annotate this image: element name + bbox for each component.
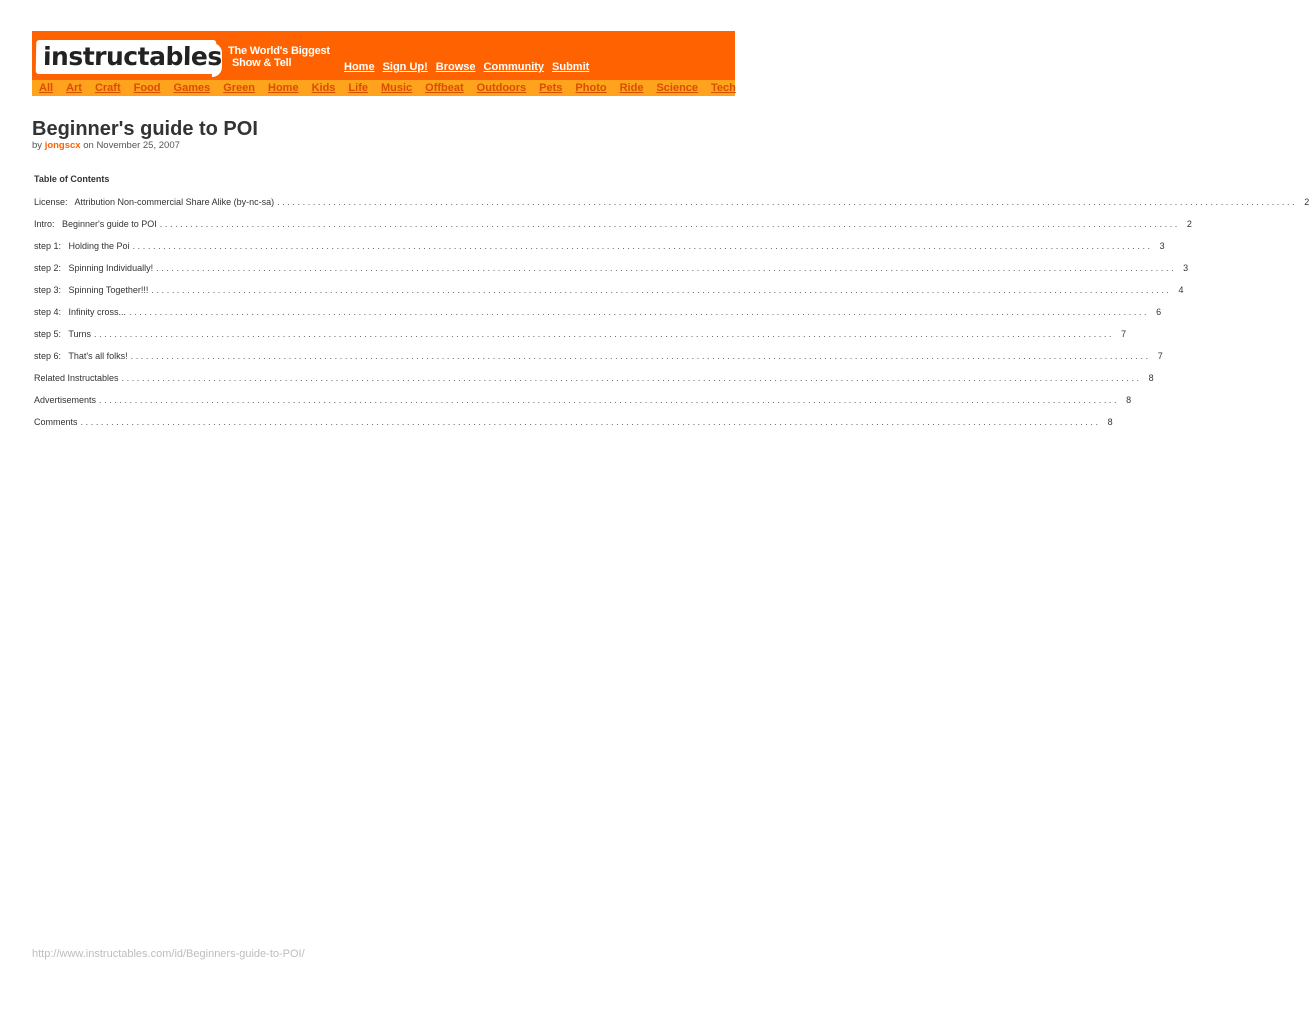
toc-entry-label: step 4: Infinity cross... bbox=[34, 307, 127, 317]
toc-leader-dots: ........................................................................................................................................................................................................ bbox=[121, 373, 1142, 383]
category-link-science[interactable]: Science bbox=[656, 82, 699, 94]
category-link-games[interactable]: Games bbox=[173, 82, 211, 94]
category-link-home[interactable]: Home bbox=[268, 82, 299, 94]
toc-entry-license[interactable] bbox=[34, 197, 1309, 219]
toc-page-number: 8 bbox=[1126, 395, 1132, 405]
category-link-art[interactable]: Art bbox=[66, 82, 82, 94]
toc-leader-dots: ........................................................................................................................................................................................................ bbox=[130, 351, 1151, 361]
toc-page-number: 6 bbox=[1156, 307, 1162, 317]
category-links bbox=[39, 81, 736, 95]
toc-entry-label: License: Attribution Non-commercial Share Alike (by-nc-sa) bbox=[34, 197, 275, 207]
toc-leader-dots: ........................................................................................................................................................................................................ bbox=[129, 307, 1150, 317]
category-link-tech[interactable]: Tech bbox=[711, 82, 736, 94]
toc-leader-dots: ........................................................................................................................................................................................................ bbox=[151, 285, 1172, 295]
toc-page-number: 8 bbox=[1148, 373, 1154, 383]
top-nav bbox=[344, 61, 589, 73]
toc-entry-step-4[interactable] bbox=[34, 307, 1162, 329]
toc-entry-label: step 1: Holding the Poi bbox=[34, 241, 130, 251]
tagline-line-1: The World's Biggest bbox=[228, 45, 330, 57]
category-link-ride[interactable]: Ride bbox=[619, 82, 644, 94]
toc-entry-intro[interactable] bbox=[34, 219, 1192, 241]
toc-leader-dots: ........................................................................................................................................................................................................ bbox=[94, 329, 1115, 339]
toc-leader-dots: ........................................................................................................................................................................................................ bbox=[156, 263, 1177, 273]
toc-entry-step-3[interactable] bbox=[34, 285, 1184, 307]
nav-submit-link[interactable]: Submit bbox=[552, 61, 590, 73]
toc-leader-dots: ........................................................................................................................................................................................................ bbox=[159, 219, 1180, 229]
toc-entry-step-6[interactable] bbox=[34, 351, 1163, 373]
toc-entry-label: Advertisements bbox=[34, 395, 97, 405]
toc-entry-label: step 5: Turns bbox=[34, 329, 92, 339]
toc-entry-label: step 2: Spinning Individually! bbox=[34, 263, 154, 273]
toc-page-number: 3 bbox=[1159, 241, 1165, 251]
toc-entry-related[interactable] bbox=[34, 373, 1154, 395]
category-nav bbox=[32, 80, 735, 96]
toc-entry-step-2[interactable] bbox=[34, 263, 1189, 285]
toc-entry-label: Comments bbox=[34, 417, 78, 427]
toc-leader-dots: ........................................................................................................................................................................................................ bbox=[277, 197, 1298, 207]
publish-date: on November 25, 2007 bbox=[80, 140, 180, 151]
toc-entry-label: step 6: That's all folks! bbox=[34, 351, 128, 361]
toc-page-number: 4 bbox=[1178, 285, 1184, 295]
toc-entry-advertisements[interactable] bbox=[34, 395, 1132, 417]
author-link[interactable]: jongscx bbox=[44, 140, 81, 151]
category-link-life[interactable]: Life bbox=[348, 82, 368, 94]
toc-entry-comments[interactable] bbox=[34, 417, 1113, 439]
category-link-craft[interactable]: Craft bbox=[94, 82, 121, 94]
category-link-offbeat[interactable]: Offbeat bbox=[425, 82, 464, 94]
toc-entry-label: Related Instructables bbox=[34, 373, 119, 383]
logo[interactable] bbox=[36, 40, 223, 74]
category-link-all[interactable]: All bbox=[39, 82, 54, 94]
category-link-food[interactable]: Food bbox=[133, 82, 161, 94]
toc-entry-step-5[interactable] bbox=[34, 329, 1127, 351]
toc-heading: Table of Contents bbox=[34, 174, 110, 184]
category-link-music[interactable]: Music bbox=[380, 82, 413, 94]
category-link-pets[interactable]: Pets bbox=[539, 82, 563, 94]
toc-leader-dots: ........................................................................................................................................................................................................ bbox=[99, 395, 1120, 405]
nav-browse-link[interactable]: Browse bbox=[435, 61, 476, 73]
toc-page-number: 2 bbox=[1186, 219, 1192, 229]
tagline-line-2: Show & Tell bbox=[232, 57, 292, 69]
category-link-photo[interactable]: Photo bbox=[575, 82, 607, 94]
toc-entry-label: Intro: Beginner's guide to POI bbox=[34, 219, 157, 229]
toc-page-number: 2 bbox=[1304, 197, 1309, 207]
nav-signup-link[interactable]: Sign Up! bbox=[382, 61, 428, 73]
toc-leader-dots: ........................................................................................................................................................................................................ bbox=[80, 417, 1101, 427]
tagline bbox=[228, 45, 330, 69]
category-link-kids[interactable]: Kids bbox=[311, 82, 336, 94]
byline bbox=[32, 140, 180, 152]
byline-prefix: by bbox=[32, 140, 45, 151]
footer-url-link[interactable]: http://www.instructables.com/id/Beginners-guide-to-POI/ bbox=[32, 948, 305, 960]
toc-page-number: 7 bbox=[1157, 351, 1163, 361]
toc-page-number: 8 bbox=[1107, 417, 1113, 427]
page-title: Beginner's guide to POI bbox=[32, 118, 258, 140]
nav-home-link[interactable]: Home bbox=[344, 61, 375, 73]
toc-leader-dots: ........................................................................................................................................................................................................ bbox=[132, 241, 1153, 251]
category-link-green[interactable]: Green bbox=[223, 82, 256, 94]
category-link-outdoors[interactable]: Outdoors bbox=[476, 82, 527, 94]
toc-page-number: 3 bbox=[1183, 263, 1189, 273]
toc-entry-label: step 3: Spinning Together!!! bbox=[34, 285, 149, 295]
logo-text[interactable]: instructables bbox=[42, 42, 223, 71]
nav-community-link[interactable]: Community bbox=[483, 61, 545, 73]
toc-page-number: 7 bbox=[1121, 329, 1127, 339]
table-of-contents bbox=[34, 197, 1309, 439]
header-banner bbox=[32, 31, 735, 80]
toc-entry-step-1[interactable] bbox=[34, 241, 1165, 263]
